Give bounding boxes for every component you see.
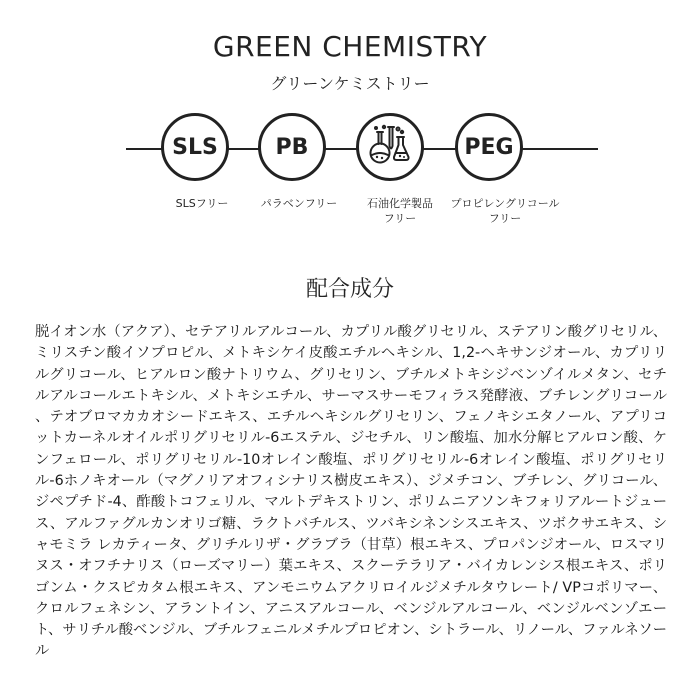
sls-free-badge — [161, 113, 229, 181]
ingredients-title: 配合成分 — [305, 277, 394, 302]
sls-badge-text: SLS — [172, 134, 218, 160]
petrochemical-free-label: 石油化学製品 フリー — [367, 197, 433, 225]
brand-subtitle: グリーンケミストリー — [270, 74, 430, 93]
pb-badge-text: PB — [275, 134, 309, 160]
paraben-free-label: パラベンフリー — [260, 197, 338, 210]
peg-badge-text: PEG — [464, 134, 514, 160]
sls-free-label: SLSフリー — [175, 197, 229, 210]
ingredients-list: 脱イオン水（アクア）、セテアリルアルコール、カプリル酸グリセリル、ステアリン酸グリセリル、ミリスチン酸イソプロピル、メトキシケイ皮酸エチルヘキシル、1,2-ヘキサンジオール、カプリリルグリコール、ヒアルロン酸ナトリウム、グリセリン、ブチルメトキシジベンゾイルメタン、セチルアルコールエトキシル、メトキシエチル、サーマスサーモフィラス発酵液、ブチレングリコール、テオブロマカカオシードエキス、エチルヘキシルグリセリン、フェノキシエタノール、アプリコットカーネルオイルポリグリセリル-6エステル、ジセチル、リン酸塩、加水分解ヒアルロン酸、ケンフェロール、ポリグリセリル-10オレイン酸塩、ポリグリセリル-6オレイン酸塩、ポリグリセリル-6ホノキオール（マグノリアオフィシナリス樹皮エキス）、ジメチコン、ブチレン、グリコール、ジペプチド-4、酢酸トコフェリル、マルトデキストリン、ポリムニアソンキフォリアルートジュース、アルファグルカンオリゴ糖、ラクトバチルス、ツバキシネンシスエキス、ツボクサエキス、シャモミラ レカティータ、グリチルリザ・グラブラ（甘草）根エキス、プロパンジオール、ロスマリヌス・オフチナリス（ローズマリー）葉エキス、スクーテラリア・バイカレンシス根エキス、ポリゴンム・クスピカタム根エキス、アンモニウムアクリロイルジメチルタウレート/ VPコポリマー、クロルフェネシン、アラントイン、アニスアルコール、ベンジルアルコール、ベンジルベンゾエート、サリチル酸ベンジル、ブチルフェニルメチルプロピオン、シトラール、リノール、ファルネソール — [35, 324, 667, 660]
lab-flasks-icon — [367, 124, 413, 170]
peg-free-badge — [455, 113, 523, 181]
propylene-glycol-free-label: プロピレングリコール フリー — [450, 197, 560, 225]
petrochemical-free-badge — [356, 113, 424, 181]
paraben-free-badge — [258, 113, 326, 181]
brand-title: GREEN CHEMISTRY — [212, 30, 488, 63]
